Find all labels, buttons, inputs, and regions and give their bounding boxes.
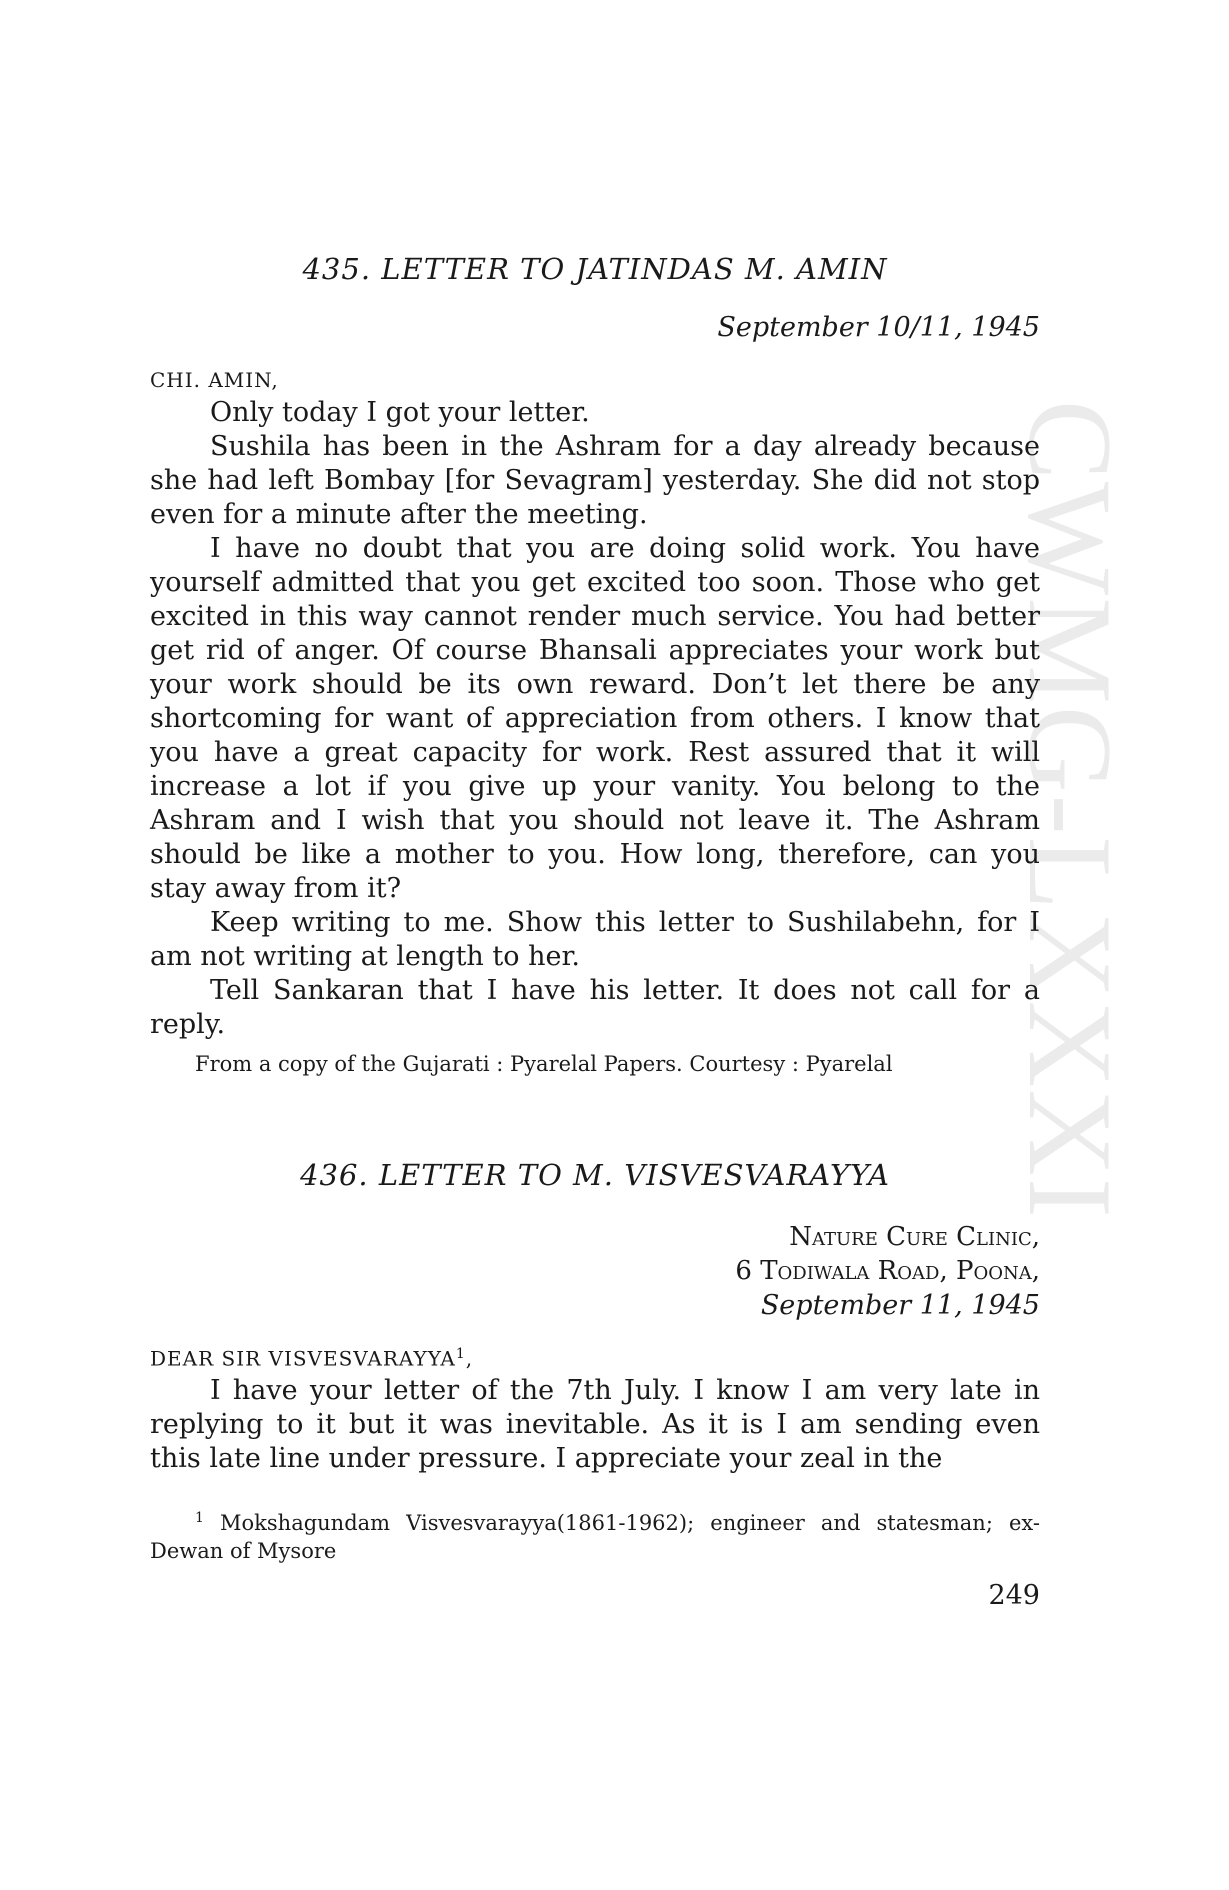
salutation-end: , [465, 1346, 474, 1371]
paragraph: I have no doubt that you are doing solid work. You have yourself admitted that you get excited too soon. Those who get excited in this way cannot render much service. You had better get rid of anger. Of course Bhansali appreciates your work but your work should be its own reward. Don’t let there be any shortcoming for want of appreciation from others. I know that you have a great capacity for work. Rest assured that it will increase a lot if you give up your vanity. You belong to the Ashram and I wish that you should not leave it. The Ashram should be like a mother to you. How long, therefore, can you stay away from it? [150, 533, 1040, 904]
letter-date: September 10/11, 1945 [717, 312, 1040, 343]
footnote-text: Mokshagundam Visvesvarayya(1861-1962); engineer and statesman; ex-Dewan of Mysore [150, 1511, 1040, 1563]
salutation [150, 1346, 473, 1371]
letter-date: September 11, 1945 [760, 1290, 1040, 1321]
address-line: Nature Cure Clinic, [789, 1222, 1040, 1252]
paragraph: Tell Sankaran that I have his letter. It does not call for a reply. [150, 975, 1040, 1040]
paragraph: Only today I got your letter. [210, 397, 590, 428]
paragraph: Sushila has been in the Ashram for a day already because she had left Bombay [for Sevagram] yesterday. She did not stop even for a minute after the meeting. [150, 431, 1040, 530]
watermark: CWMG-LXXXI [1004, 400, 1137, 1220]
page-number: 249 [988, 1580, 1040, 1611]
letter-body [150, 396, 1040, 1042]
address-line: 6 Todiwala Road, Poona, [735, 1256, 1040, 1286]
letter-heading: 436. LETTER TO M. VISVESVARAYYA [300, 1158, 890, 1192]
salutation-text: DEAR SIR VISVESVARAYYA [150, 1346, 456, 1371]
paragraph: I have your letter of the 7th July. I know I am very late in replying to it but it was inevitable. As it is I am sending even this late line under pressure. I appreciate your zeal in the [150, 1375, 1040, 1474]
footnote [150, 1504, 1040, 1565]
paragraph: Keep writing to me. Show this letter to Sushilabehn, for I am not writing at length to her. [150, 907, 1040, 972]
salutation: CHI. AMIN, [150, 368, 279, 392]
footnote-mark: 1 [195, 1510, 204, 1526]
source-note: From a copy of the Gujarati : Pyarelal Papers. Courtesy : Pyarelal [195, 1052, 893, 1076]
letter-body [150, 1374, 1040, 1476]
letter-heading: 435. LETTER TO JATINDAS M. AMIN [302, 252, 888, 286]
footnote-mark: 1 [455, 1346, 466, 1362]
